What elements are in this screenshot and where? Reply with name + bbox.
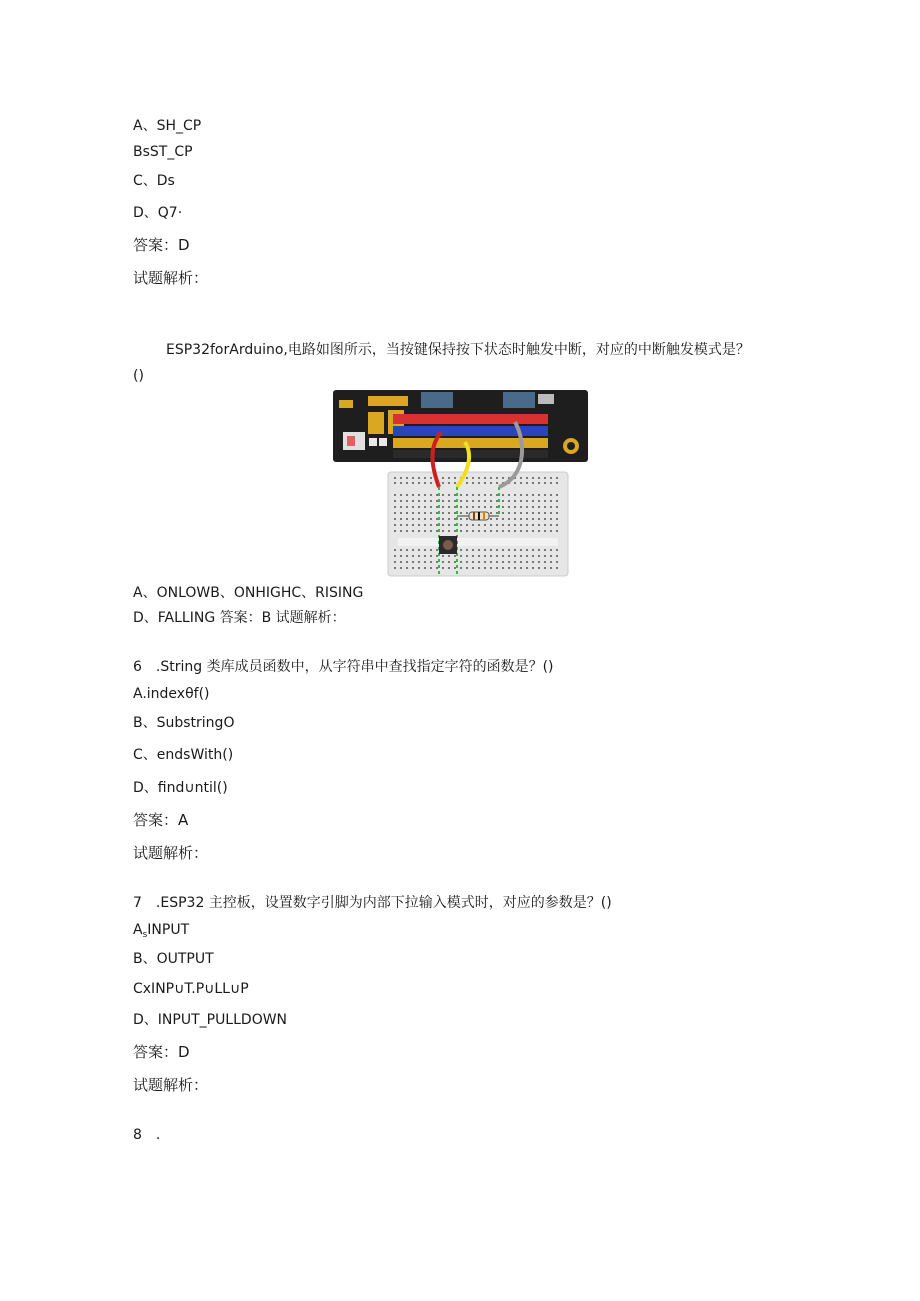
q6-option-a: A.indexθf(): [133, 686, 210, 702]
push-button: [439, 536, 457, 554]
q7-option-a-text: INPUT: [147, 922, 190, 938]
circuit-figure: [333, 390, 588, 578]
breadboard: [388, 472, 568, 576]
q7-option-a-sub: s: [142, 930, 148, 940]
q7-option-b: B、OUTPUT: [133, 951, 214, 967]
q5-option-d-answer: D、FALLING 答案：B 试题解析：: [133, 610, 346, 626]
q7-option-a: [133, 920, 189, 945]
q7-option-d: D、INPUT_PULLDOWN: [133, 1012, 288, 1028]
q8-stem: 8 .: [133, 1127, 161, 1143]
answer: 答案：D: [133, 236, 190, 254]
option-b: BsST_CP: [133, 144, 193, 160]
q6-option-c: C、endsWith(): [133, 747, 234, 763]
q5-options: A、ONLOWB、ONHIGHC、RISING: [133, 585, 364, 601]
option-a: A、SH_CP: [133, 118, 202, 134]
q7-option-c: CxINP∪T.P∪LL∪P: [133, 981, 249, 997]
q6-analysis-label: 试题解析：: [133, 844, 209, 862]
analysis-label: 试题解析：: [133, 269, 209, 287]
option-d: D、Q7·: [133, 205, 183, 221]
option-c: C、Ds: [133, 173, 175, 189]
q6-option-d: D、find∪ntil(): [133, 780, 228, 796]
q7-stem: 7 .ESP32 主控板，设置数字引脚为内部下拉输入模式时，对应的参数是？(): [133, 895, 612, 911]
q5-stem-cont: (): [133, 368, 144, 384]
q5-stem: ESP32forArduino,电路如图所示，当按键保持按下状态时触发中断，对应的中断触发模式是？: [166, 342, 750, 358]
q7-analysis-label: 试题解析：: [133, 1076, 209, 1094]
q6-stem: 6 .String 类库成员函数中，从字符串中查找指定字符的函数是？(): [133, 659, 554, 675]
q7-option-a-prefix: A: [133, 922, 143, 938]
q6-option-b: B、SubstringO: [133, 715, 235, 731]
q7-answer: 答案：D: [133, 1043, 190, 1061]
q6-answer: 答案：A: [133, 811, 189, 829]
